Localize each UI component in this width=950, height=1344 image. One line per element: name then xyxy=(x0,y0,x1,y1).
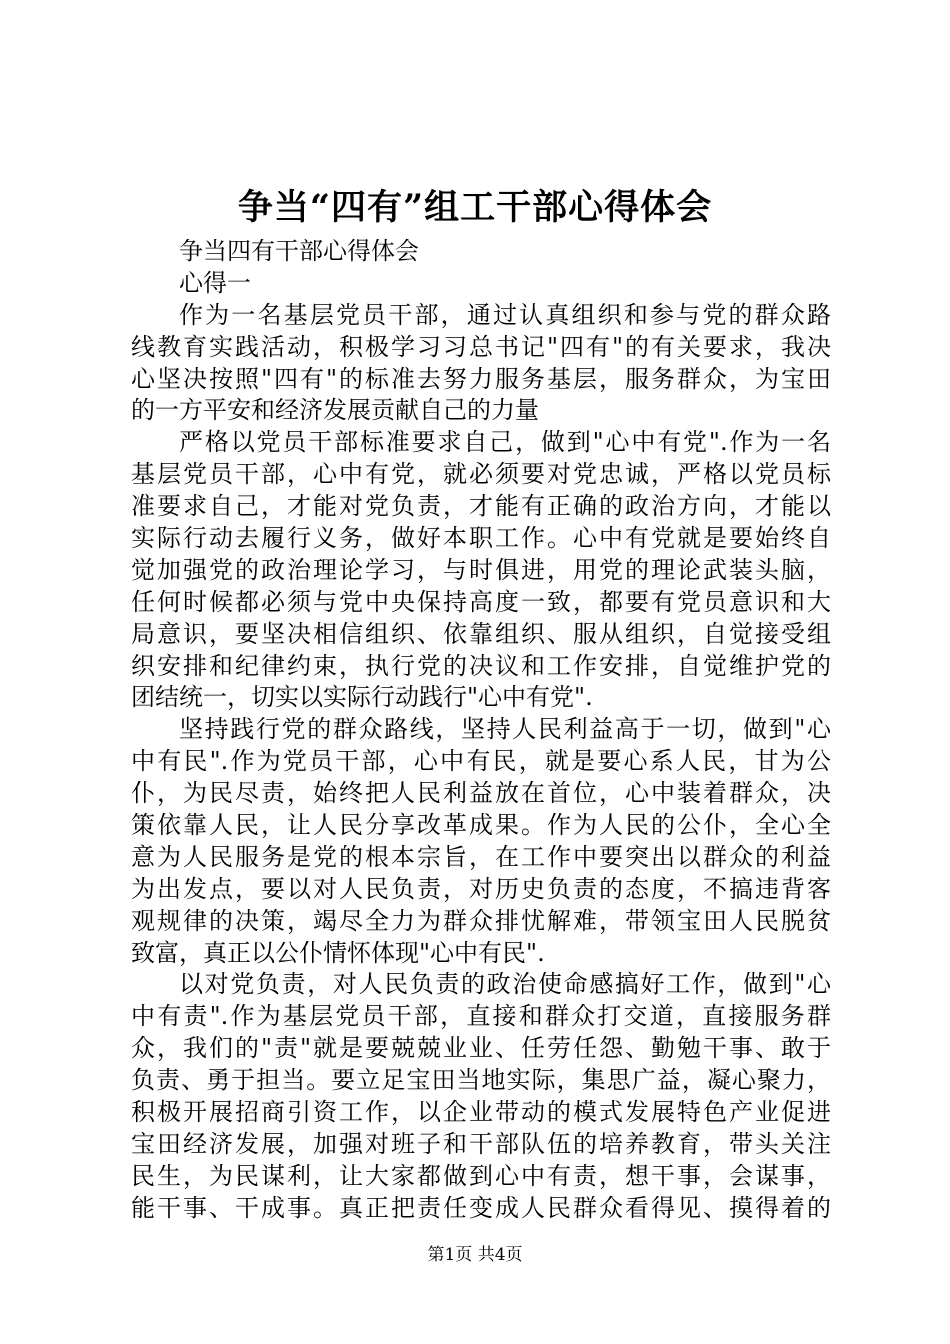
paragraph-line: 意为人民服务是党的根本宗旨，在工作中要突出以群众的利益 xyxy=(131,842,831,871)
paragraph-line: 宝田经济发展，加强对班子和干部队伍的培养教育，带头关注 xyxy=(131,1129,831,1158)
paragraph-line: 实际行动去履行义务，做好本职工作。心中有党就是要始终自 xyxy=(131,524,831,553)
paragraph-line: 为出发点，要以对人民负责，对历史负责的态度，不搞违背客 xyxy=(131,874,831,903)
paragraph-line: 观规律的决策，竭尽全力为群众排忧解难，带领宝田人民脱贫 xyxy=(131,906,831,935)
paragraph-line: 众，我们的"责"就是要兢兢业业、任劳任怨、勤勉干事、敢于 xyxy=(131,1034,831,1063)
paragraph-line: 心坚决按照"四有"的标准去努力服务基层，服务群众，为宝田 xyxy=(131,364,831,393)
paragraph-line: 以对党负责，对人民负责的政治使命感搞好工作，做到"心 xyxy=(179,970,831,999)
paragraph-line: 严格以党员干部标准要求自己，做到"心中有党".作为一名 xyxy=(179,428,831,457)
paragraph-line: 中有民".作为党员干部，心中有民，就是要心系人民，甘为公 xyxy=(131,747,831,776)
paragraph-line: 觉加强党的政治理论学习，与时俱进，用党的理论武装头脑， xyxy=(131,555,831,584)
paragraph-line: 负责、勇于担当。要立足宝田当地实际，集思广益，凝心聚力， xyxy=(131,1066,831,1095)
paragraph-line: 积极开展招商引资工作，以企业带动的模式发展特色产业促进 xyxy=(131,1098,831,1127)
paragraph-line: 能干事、干成事。真正把责任变成人民群众看得见、摸得着的 xyxy=(131,1193,831,1222)
paragraph-line: 的一方平安和经济发展贡献自己的力量 xyxy=(131,396,539,425)
paragraph-line: 民生，为民谋利，让大家都做到心中有责，想干事，会谋事， xyxy=(131,1161,831,1190)
page-footer: 第1页 共4页 xyxy=(427,1245,523,1265)
paragraph-line: 中有责".作为基层党员干部，直接和群众打交道，直接服务群 xyxy=(131,1002,831,1031)
subtitle-line: 争当四有干部心得体会 xyxy=(179,237,419,265)
paragraph-line: 仆，为民尽责，始终把人民利益放在首位，心中装着群众，决 xyxy=(131,779,831,808)
paragraph-line: 策依靠人民，让人民分享改革成果。作为人民的公仆，全心全 xyxy=(131,811,831,840)
paragraph-line: 局意识，要坚决相信组织、依靠组织、服从组织，自觉接受组 xyxy=(131,619,831,648)
paragraph-line: 织安排和纪律约束，执行党的决议和工作安排，自觉维护党的 xyxy=(131,651,831,680)
paragraph-line: 坚持践行党的群众路线，坚持人民利益高于一切，做到"心 xyxy=(179,715,831,744)
paragraph-line: 作为一名基层党员干部，通过认真组织和参与党的群众路 xyxy=(179,300,831,329)
document-title: 争当“四有”组工干部心得体会 xyxy=(237,187,713,228)
paragraph-line: 致富，真正以公仆情怀体现"心中有民". xyxy=(131,938,545,967)
paragraph-line: 准要求自己，才能对党负责，才能有正确的政治方向，才能以 xyxy=(131,492,831,521)
document-body xyxy=(131,236,831,1225)
paragraph-line: 团结统一，切实以实际行动践行"心中有党". xyxy=(131,683,593,712)
paragraph-line: 任何时候都必须与党中央保持高度一致，都要有党员意识和大 xyxy=(131,587,831,616)
section-heading: 心得一 xyxy=(179,268,251,297)
paragraph-line: 线教育实践活动，积极学习习总书记"四有"的有关要求，我决 xyxy=(131,332,831,361)
paragraph-line: 基层党员干部，心中有党，就必须要对党忠诚，严格以党员标 xyxy=(131,460,831,489)
